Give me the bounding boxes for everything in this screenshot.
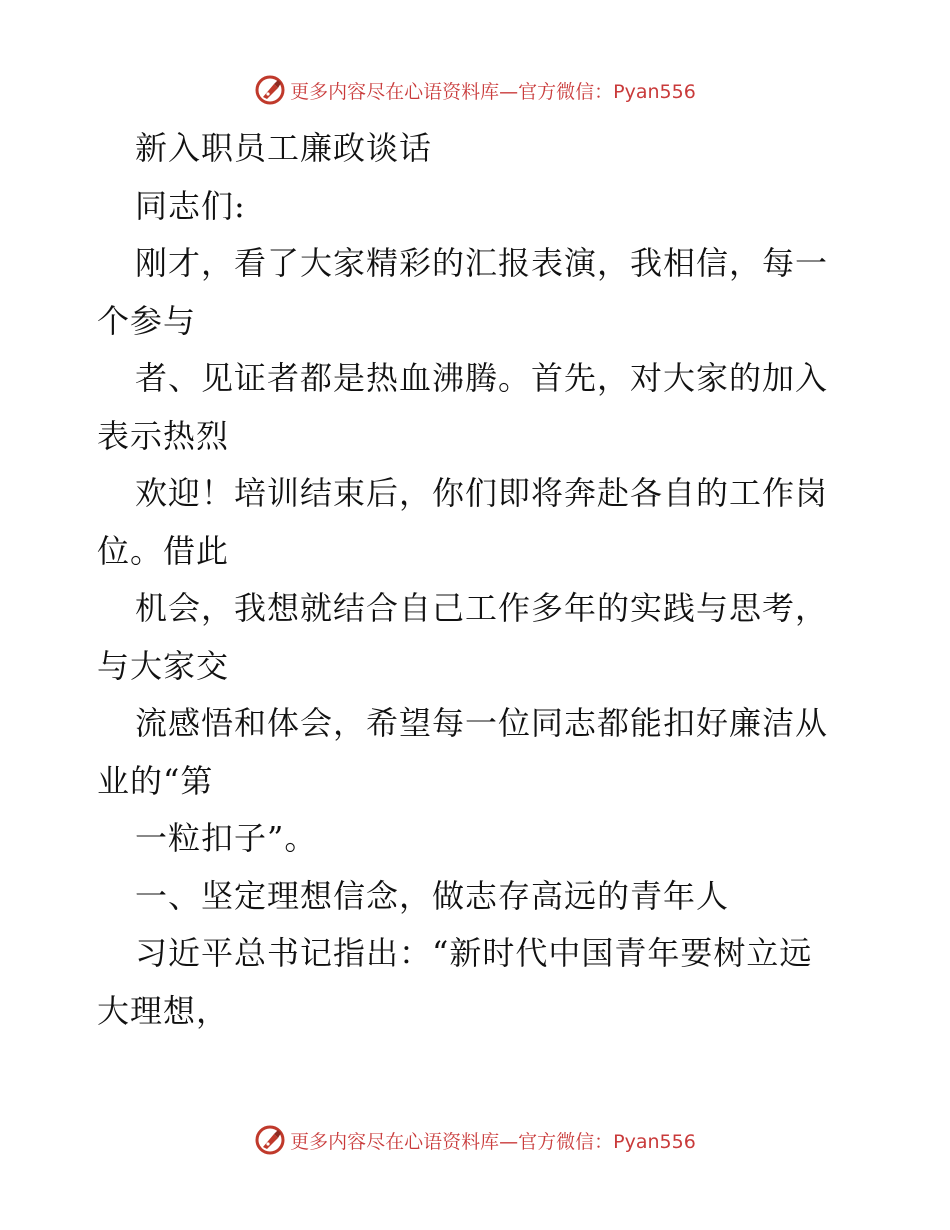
text-line: 者、见证者都是热血沸腾。首先，对大家的加入 — [135, 359, 829, 397]
text-line: 机会，我想就结合自己工作多年的实践与思考， — [135, 589, 829, 627]
document-body — [97, 120, 857, 1040]
pen-nib-logo-icon — [254, 1124, 286, 1156]
text-line: 流感悟和体会，希望每一位同志都能扣好廉洁从 — [135, 704, 829, 742]
text-line: 刚才，看了大家精彩的汇报表演，我相信，每一 — [135, 244, 829, 282]
text-line: 个参与 — [97, 301, 197, 340]
header-banner-text: 更多内容尽在心语资料库—官方微信：Pyan556 — [290, 80, 696, 103]
text-line: 一、坚定理想信念，做志存高远的青年人 — [135, 876, 730, 915]
text-line: 大理想， — [97, 991, 230, 1030]
text-line: 业的“第 — [97, 761, 214, 800]
text-line: 表示热烈 — [97, 416, 230, 455]
text-line: 习近平总书记指出：“新时代中国青年要树立远 — [135, 934, 813, 972]
pen-nib-logo-icon — [254, 74, 286, 106]
text-line: 一粒扣子”。 — [135, 819, 318, 857]
text-line: 同志们: — [135, 186, 246, 225]
text-line: 位。借此 — [97, 531, 230, 570]
header-banner — [0, 70, 950, 110]
footer-banner-text: 更多内容尽在心语资料库—官方微信：Pyan556 — [290, 1130, 696, 1153]
text-line: 新入职员工廉政谈话 — [135, 129, 433, 167]
text-line: 欢迎！培训结束后，你们即将奔赴各自的工作岗 — [135, 474, 829, 512]
text-line: 与大家交 — [97, 646, 230, 685]
footer-banner — [0, 1120, 950, 1160]
